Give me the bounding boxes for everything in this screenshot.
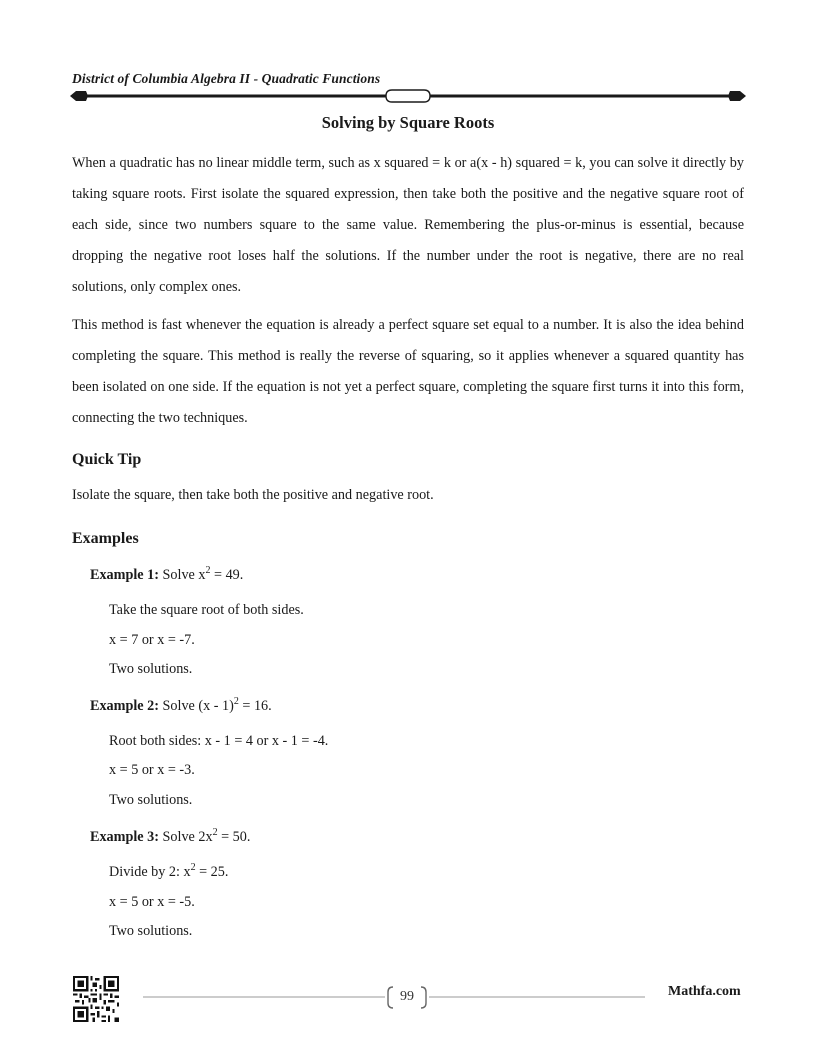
section-title: Solving by Square Roots xyxy=(321,113,495,132)
quick-tip-heading: Quick Tip xyxy=(72,451,142,468)
header-divider-ornament xyxy=(68,87,748,105)
document-header-title: District of Columbia Algebra II - Quadratic Functions xyxy=(72,71,381,86)
page-number: 99 xyxy=(400,989,414,1004)
example-label: Example 3: xyxy=(90,829,159,845)
example-1-problem xyxy=(90,567,243,584)
example-2-step-2: x = 5 or x = -3. xyxy=(109,762,195,778)
example-2-step-1: Root both sides: x - 1 = 4 or x - 1 = -4. xyxy=(109,733,329,749)
exponent: 2 xyxy=(212,827,218,838)
example-1-step-2: x = 7 or x = -7. xyxy=(109,632,195,648)
body-paragraph-1: When a quadratic has no linear middle term, such as x squared = k or a(x - h) squared = k, you can solve it directly by taking square roots. First isolate the squared expression, then take both the positive and the negative square root of each side, since two numbers square to the same value. Remembering the plus-or-minus is essential, because dropping the negative root loses half the solutions. If the number under the root is negative, there are no real solutions, only complex ones. xyxy=(72,155,744,295)
body-paragraph-2: This method is fast whenever the equation is already a perfect square set equal to a number. It is also the idea behind completing the square. This method is really the reverse of squaring, so it applies whenever a squared quantity has been isolated on one side. If the equation is not yet a perfect square, completing the square first turns it into this form, connecting the two techniques. xyxy=(72,317,744,426)
problem-text: Solve (x - 1) xyxy=(162,698,234,714)
qr-code-icon xyxy=(73,976,119,1022)
site-name: Mathfa.com xyxy=(668,984,741,999)
example-1-step-3: Two solutions. xyxy=(109,661,193,677)
problem-text: Solve x xyxy=(162,567,206,583)
problem-text: = 16. xyxy=(238,698,272,714)
exponent: 2 xyxy=(205,565,211,576)
example-3-step-3: Two solutions. xyxy=(109,923,193,939)
example-1-step-1: Take the square root of both sides. xyxy=(109,602,304,618)
example-3-problem xyxy=(90,829,250,846)
step-text: = 25. xyxy=(195,864,229,880)
problem-text: = 50. xyxy=(217,829,251,845)
problem-text: = 49. xyxy=(210,567,244,583)
examples-heading: Examples xyxy=(72,530,139,547)
example-label: Example 2: xyxy=(90,698,159,714)
exponent: 2 xyxy=(190,862,196,873)
quick-tip-text: Isolate the square, then take both the positive and negative root. xyxy=(72,487,434,503)
example-3-step-1 xyxy=(109,864,228,881)
example-2-problem xyxy=(90,698,272,715)
step-text: Divide by 2: x xyxy=(109,864,191,880)
example-label: Example 1: xyxy=(90,567,159,583)
exponent: 2 xyxy=(233,696,239,707)
problem-text: Solve 2x xyxy=(162,829,213,845)
example-2-step-3: Two solutions. xyxy=(109,792,193,808)
example-3-step-2: x = 5 or x = -5. xyxy=(109,894,195,910)
